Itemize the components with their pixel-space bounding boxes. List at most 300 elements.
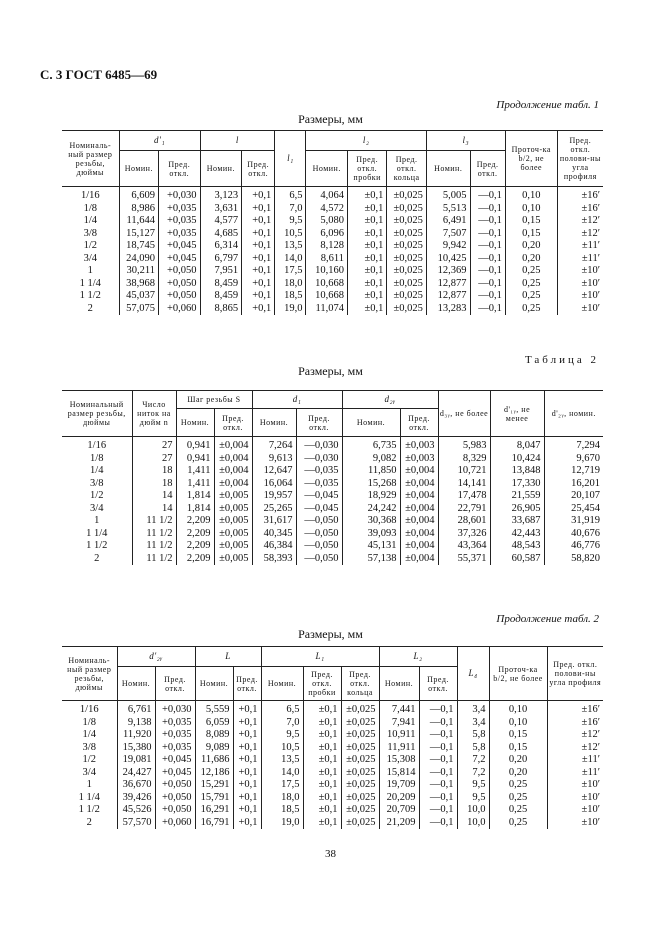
t3-h-nomin: Номин. [261, 667, 303, 701]
table-cell: 12,647 [252, 465, 296, 478]
table-cell: 11,644 [119, 215, 158, 228]
table-cell: 15,814 [379, 767, 419, 780]
table-cell: 10,721 [438, 465, 490, 478]
table-cell: 9,089 [195, 742, 233, 755]
table-cell: 1 1/2 [86, 540, 108, 551]
table-cell: 22,791 [438, 503, 490, 516]
table-cell: ±10′ [547, 804, 603, 817]
table-row [62, 540, 603, 553]
table-cell: 8,865 [200, 303, 242, 316]
table-cell: 13,283 [426, 303, 470, 316]
table-cell: ±0,025 [341, 767, 379, 780]
table-cell: 31,617 [252, 515, 296, 528]
table-cell: 11,074 [306, 303, 348, 316]
t3-h-pred-kolca: Пред. откл. кольца [341, 667, 379, 701]
table-cell: 4,685 [200, 228, 242, 241]
table-cell: 15,291 [195, 779, 233, 792]
table-cell: +0,1 [242, 215, 275, 228]
table-cell: ±0,025 [387, 240, 426, 253]
table-cell: 5,513 [426, 203, 470, 216]
table-cell: 0,25 [505, 303, 557, 316]
table-cell: —0,1 [470, 215, 505, 228]
table-cell: —0,035 [296, 478, 342, 491]
table-cell: ±0,004 [400, 553, 438, 566]
table-cell: 1 [87, 265, 93, 276]
table-cell: 2,209 [176, 528, 214, 541]
t1-h-nomin: Номин. [200, 151, 242, 187]
table-cell: 10,911 [379, 729, 419, 742]
table1 [62, 130, 603, 315]
table-row [62, 553, 603, 566]
table-cell: 16,291 [195, 804, 233, 817]
table-cell: ±0,1 [303, 717, 341, 730]
table-cell: ±0,1 [347, 215, 386, 228]
table-cell: 2,209 [176, 515, 214, 528]
table-cell: ±10′ [557, 265, 603, 278]
table-cell: 10,160 [306, 265, 348, 278]
table-cell: 1/2 [82, 754, 96, 765]
t2-h-nomin: Номин. [252, 409, 296, 437]
table-cell: —0,1 [419, 804, 457, 817]
t3-col-L4: L₄ [457, 647, 489, 701]
table-cell: 0,10 [489, 701, 547, 717]
t1-col-l3: l₃ [426, 131, 505, 151]
table-cell: —0,1 [470, 203, 505, 216]
table-cell: 15,268 [342, 478, 400, 491]
table-cell: +0,1 [242, 278, 275, 291]
table-cell: +0,045 [159, 240, 201, 253]
table-cell: 7,2 [457, 767, 489, 780]
table-cell: 1,411 [176, 478, 214, 491]
table-cell: 12,877 [426, 290, 470, 303]
table-cell: —0,1 [419, 817, 457, 830]
table-cell: ±11′ [557, 240, 603, 253]
table-row [62, 729, 603, 742]
table-cell: +0,050 [155, 792, 195, 805]
table-cell: 48,543 [490, 540, 544, 553]
table1-body [62, 187, 603, 316]
table-cell: 20,209 [379, 792, 419, 805]
table-cell: 7,2 [457, 754, 489, 767]
t2-h-pred: Пред. откл. [214, 409, 252, 437]
table-cell: 0,25 [489, 817, 547, 830]
table-cell: 45,037 [119, 290, 158, 303]
table-row [62, 490, 603, 503]
table-cell: 0,25 [489, 804, 547, 817]
table-cell: +0,050 [159, 265, 201, 278]
table-cell: 1/4 [83, 215, 97, 226]
table-cell: +0,060 [155, 817, 195, 830]
table-cell: 1/8 [82, 716, 96, 728]
table-cell: —0,1 [470, 187, 505, 203]
table-cell: 18,0 [261, 792, 303, 805]
table-cell: ±10′ [557, 290, 603, 303]
table-cell: —0,045 [296, 490, 342, 503]
table-cell: —0,050 [296, 540, 342, 553]
table-cell: 9,613 [252, 453, 296, 466]
table-cell: 1,814 [176, 490, 214, 503]
table-cell: 39,426 [117, 792, 155, 805]
table-cell: +0,035 [159, 228, 201, 241]
table-cell: ±0,1 [347, 278, 386, 291]
table-cell: ±0,025 [341, 804, 379, 817]
table-cell: +0,035 [159, 215, 201, 228]
table-cell: 2,209 [176, 553, 214, 566]
table-cell: +0,1 [242, 240, 275, 253]
table-row [62, 453, 603, 466]
table-cell: 18,0 [275, 278, 306, 291]
table-cell: 11,911 [379, 742, 419, 755]
t3-h-pred: Пред. откл. [233, 667, 261, 701]
table-row [62, 503, 603, 516]
table-cell: 46,384 [252, 540, 296, 553]
table-cell: 0,941 [176, 453, 214, 466]
table-cell: 39,093 [342, 528, 400, 541]
table-cell: 19,0 [261, 817, 303, 830]
t1-col-prot: Проточ-ка b/2, не более [505, 131, 557, 187]
t1-h-nomin: Номин. [119, 151, 158, 187]
table-cell: 13,848 [490, 465, 544, 478]
t3-col-half: Пред. откл. полови-ны угла профиля [547, 647, 603, 701]
table-row [62, 742, 603, 755]
table-cell: 14,0 [261, 767, 303, 780]
table-cell: ±0,1 [347, 228, 386, 241]
table-cell: 15,127 [119, 228, 158, 241]
table-cell: 1 [86, 779, 92, 790]
table-cell: ±0,005 [214, 553, 252, 566]
table-cell: —0,035 [296, 465, 342, 478]
table-cell: 10,425 [426, 253, 470, 266]
table-cell: ±16′ [557, 203, 603, 216]
table-cell: —0,050 [296, 553, 342, 566]
table-cell: 11 1/2 [132, 553, 176, 566]
table-cell: +0,050 [159, 278, 201, 291]
table-cell: 5,559 [195, 701, 233, 717]
table-cell: ±0,025 [341, 729, 379, 742]
table-cell: —0,1 [419, 742, 457, 755]
table-cell: 7,0 [261, 717, 303, 730]
table-cell: ±11′ [547, 767, 603, 780]
table-cell: ±0,005 [214, 503, 252, 516]
table-row [62, 717, 603, 730]
table-row [62, 515, 603, 528]
table-cell: ±0,025 [341, 792, 379, 805]
table-row [62, 779, 603, 792]
table-cell: ±0,1 [303, 754, 341, 767]
table-cell: ±0,025 [341, 701, 379, 717]
table-cell: —0,1 [470, 253, 505, 266]
table-cell: ±11′ [557, 253, 603, 266]
table-cell: ±0,1 [303, 729, 341, 742]
table-cell: 11 1/2 [132, 540, 176, 553]
table-cell: +0,035 [159, 203, 201, 216]
table-cell: 6,761 [117, 701, 155, 717]
table3-body [62, 701, 603, 830]
table-cell: 1/16 [87, 440, 107, 451]
table-cell: 6,609 [119, 187, 158, 203]
t2-h-nomin: Номин. [342, 409, 400, 437]
table-row [62, 478, 603, 491]
table-row [62, 754, 603, 767]
table-cell: 16,201 [544, 478, 603, 491]
table-cell: +0,050 [155, 779, 195, 792]
table-cell: +0,1 [242, 290, 275, 303]
table-cell: 12,186 [195, 767, 233, 780]
table-cell: ±0,005 [214, 540, 252, 553]
table-cell: ±0,025 [341, 817, 379, 830]
table-cell: —0,1 [419, 717, 457, 730]
table-cell: 3/4 [90, 502, 104, 514]
table-cell: 1,411 [176, 465, 214, 478]
table-cell: ±0,025 [387, 215, 426, 228]
table-cell: 28,601 [438, 515, 490, 528]
table-cell: +0,035 [155, 742, 195, 755]
table-cell: 24,242 [342, 503, 400, 516]
table2 [62, 390, 603, 565]
table-cell: ±0,025 [387, 253, 426, 266]
table-cell: 8,329 [438, 453, 490, 466]
table-cell: ±0,025 [341, 717, 379, 730]
table-cell: 0,25 [505, 290, 557, 303]
table-cell: 1/16 [79, 704, 99, 715]
table-cell: +0,035 [155, 729, 195, 742]
t2-col-d1p: d'₁ᵧ, не менее [490, 391, 544, 437]
table-cell: +0,1 [233, 729, 261, 742]
table-cell: 3,123 [200, 187, 242, 203]
table-row [62, 253, 603, 266]
table-cell: 17,478 [438, 490, 490, 503]
table-cell: 15,791 [195, 792, 233, 805]
page-header: С. 3 ГОСТ 6485—69 [40, 67, 158, 82]
table-cell: ±12′ [547, 742, 603, 755]
table-cell: ±0,003 [400, 437, 438, 453]
table-cell: 11,686 [195, 754, 233, 767]
table-cell: 1/8 [90, 452, 104, 464]
table-cell: 18,929 [342, 490, 400, 503]
table-cell: 9,5 [275, 215, 306, 228]
table3 [62, 646, 603, 829]
table-row [62, 303, 603, 316]
table-cell: 1/4 [90, 465, 104, 476]
table-cell: 6,314 [200, 240, 242, 253]
table-cell: 5,8 [457, 742, 489, 755]
table-cell: 16,064 [252, 478, 296, 491]
table-cell: 9,5 [457, 792, 489, 805]
table-cell: 6,5 [261, 701, 303, 717]
table-cell: 10,5 [261, 742, 303, 755]
table-cell: 18,745 [119, 240, 158, 253]
table-cell: 0,15 [505, 228, 557, 241]
t3-col-L2: L₂ [379, 647, 457, 667]
table-cell: 0,25 [489, 792, 547, 805]
table-cell: 15,308 [379, 754, 419, 767]
table-cell: 0,10 [489, 717, 547, 730]
table-cell: 10,668 [306, 290, 348, 303]
table-cell: 14 [132, 503, 176, 516]
table-cell: —0,1 [470, 290, 505, 303]
table-cell: 20,709 [379, 804, 419, 817]
table-cell: ±0,005 [214, 528, 252, 541]
table-cell: ±0,1 [303, 779, 341, 792]
table-cell: 9,5 [261, 729, 303, 742]
table-cell: ±0,004 [214, 437, 252, 453]
table-cell: ±0,025 [387, 265, 426, 278]
table-cell: 21,559 [490, 490, 544, 503]
table-cell: 0,15 [489, 729, 547, 742]
table-cell: +0,060 [159, 303, 201, 316]
t1-col-l2: l₂ [306, 131, 426, 151]
table-cell: ±16′ [557, 187, 603, 203]
table-cell: +0,030 [159, 187, 201, 203]
table-cell: 7,441 [379, 701, 419, 717]
t1-h-pred-kolca: Пред. откл. кольца [387, 151, 426, 187]
table-cell: ±12′ [557, 228, 603, 241]
table-cell: 17,5 [261, 779, 303, 792]
table-cell: 57,138 [342, 553, 400, 566]
table-cell: 5,8 [457, 729, 489, 742]
table1-subtitle: Размеры, мм [298, 112, 363, 126]
table-cell: 11 1/2 [132, 515, 176, 528]
table-cell: +0,1 [233, 742, 261, 755]
t2-h-nomin: Номин. [176, 409, 214, 437]
table-cell: 60,587 [490, 553, 544, 566]
table-cell: ±0,1 [303, 817, 341, 830]
table-cell: 6,735 [342, 437, 400, 453]
t2-h-pred: Пред. откл. [400, 409, 438, 437]
table-cell: ±0,1 [347, 203, 386, 216]
table-cell: —0,1 [470, 265, 505, 278]
table-cell: —0,050 [296, 528, 342, 541]
table-cell: ±0,1 [303, 701, 341, 717]
table-cell: ±10′ [557, 303, 603, 316]
table-cell: +0,050 [159, 290, 201, 303]
table-cell: 2 [94, 552, 100, 564]
t1-h-nomin: Номин. [426, 151, 470, 187]
t2-col-name: Номинальный размер резьбы, дюймы [62, 391, 132, 437]
table-cell: 46,776 [544, 540, 603, 553]
table-cell: 4,572 [306, 203, 348, 216]
t3-h-pred: Пред. откл. [155, 667, 195, 701]
table-cell: 1/4 [82, 729, 96, 740]
t3-col-name: Номиналь-ный размер резьбы, дюймы [62, 647, 117, 701]
t3-col-L1: L₁ [261, 647, 379, 667]
table-cell: 16,791 [195, 817, 233, 830]
table-cell: 9,082 [342, 453, 400, 466]
table-row [62, 701, 603, 717]
table-cell: 12,877 [426, 278, 470, 291]
t2-h-pred: Пред. откл. [296, 409, 342, 437]
table-cell: +0,1 [242, 228, 275, 241]
table3-subtitle: Размеры, мм [298, 627, 363, 641]
table-cell: 15,380 [117, 742, 155, 755]
table-cell: —0,030 [296, 453, 342, 466]
table-row [62, 767, 603, 780]
table-cell: 0,25 [489, 779, 547, 792]
table-cell: ±0,004 [400, 540, 438, 553]
t1-h-nomin: Номин. [306, 151, 348, 187]
table-cell: 17,5 [275, 265, 306, 278]
table-cell: +0,1 [233, 701, 261, 717]
table-cell: 19,709 [379, 779, 419, 792]
table-cell: 36,670 [117, 779, 155, 792]
table-cell: +0,1 [242, 253, 275, 266]
table-cell: 11 1/2 [132, 528, 176, 541]
table-cell: 0,941 [176, 437, 214, 453]
t1-h-pred: Пред. откл. [242, 151, 275, 187]
table-cell: 19,0 [275, 303, 306, 316]
table-cell: 25,454 [544, 503, 603, 516]
t1-h-pred: Пред. откл. [470, 151, 505, 187]
table-cell: 0,25 [505, 265, 557, 278]
table-cell: 6,096 [306, 228, 348, 241]
table-cell: 1/2 [83, 240, 97, 251]
table-cell: —0,1 [419, 779, 457, 792]
table-cell: +0,1 [233, 817, 261, 830]
table-cell: ±0,025 [387, 228, 426, 241]
table-cell: 21,209 [379, 817, 419, 830]
table-cell: 8,986 [119, 203, 158, 216]
table-cell: 2 [86, 816, 92, 828]
table-cell: ±0,1 [303, 804, 341, 817]
table-cell: —0,050 [296, 515, 342, 528]
t3-h-nomin: Номин. [379, 667, 419, 701]
table-cell: —0,1 [470, 303, 505, 316]
table-cell: 6,059 [195, 717, 233, 730]
table-cell: 10,0 [457, 817, 489, 830]
table-cell: 8,611 [306, 253, 348, 266]
table-cell: ±10′ [557, 278, 603, 291]
table-cell: —0,1 [419, 754, 457, 767]
table2-label: Таблица 2 [524, 354, 599, 366]
table-cell: 24,427 [117, 767, 155, 780]
t3-h-pred: Пред. откл. [419, 667, 457, 701]
table-cell: ±0,025 [341, 754, 379, 767]
table-cell: 13,5 [261, 754, 303, 767]
table-cell: ±0,004 [214, 465, 252, 478]
table-row [62, 278, 603, 291]
table-cell: +0,1 [242, 303, 275, 316]
table-cell: ±0,004 [400, 528, 438, 541]
table-cell: +0,1 [233, 804, 261, 817]
table-cell: 1/16 [80, 190, 100, 201]
table-cell: ±0,004 [400, 503, 438, 516]
t2-col-d2p: d'₂ᵧ, номин. [544, 391, 603, 437]
table-cell: —0,1 [419, 767, 457, 780]
table-cell: 38,968 [119, 278, 158, 291]
table-cell: ±0,025 [387, 290, 426, 303]
t2-col-pitch: Шаг резьбы S [176, 391, 252, 409]
table-cell: 0,10 [505, 187, 557, 203]
table-cell: 7,941 [379, 717, 419, 730]
table-cell: 18,5 [261, 804, 303, 817]
table-cell: 25,265 [252, 503, 296, 516]
table-cell: 13,5 [275, 240, 306, 253]
table-cell: +0,1 [233, 754, 261, 767]
table-cell: 7,0 [275, 203, 306, 216]
table-cell: 9,942 [426, 240, 470, 253]
table-cell: 9,670 [544, 453, 603, 466]
table-cell: —0,1 [419, 729, 457, 742]
table-cell: 12,369 [426, 265, 470, 278]
table-cell: 2 [87, 302, 93, 314]
table-cell: 18 [132, 465, 176, 478]
table-cell: ±0,1 [303, 767, 341, 780]
table-cell: 7,294 [544, 437, 603, 453]
t1-h-pred: Пред. откл. [159, 151, 201, 187]
table-cell: 1 1/4 [86, 527, 108, 539]
t1-col-name: Номиналь-ный размер резьбы, дюймы [62, 131, 119, 187]
table-cell: —0,045 [296, 503, 342, 516]
